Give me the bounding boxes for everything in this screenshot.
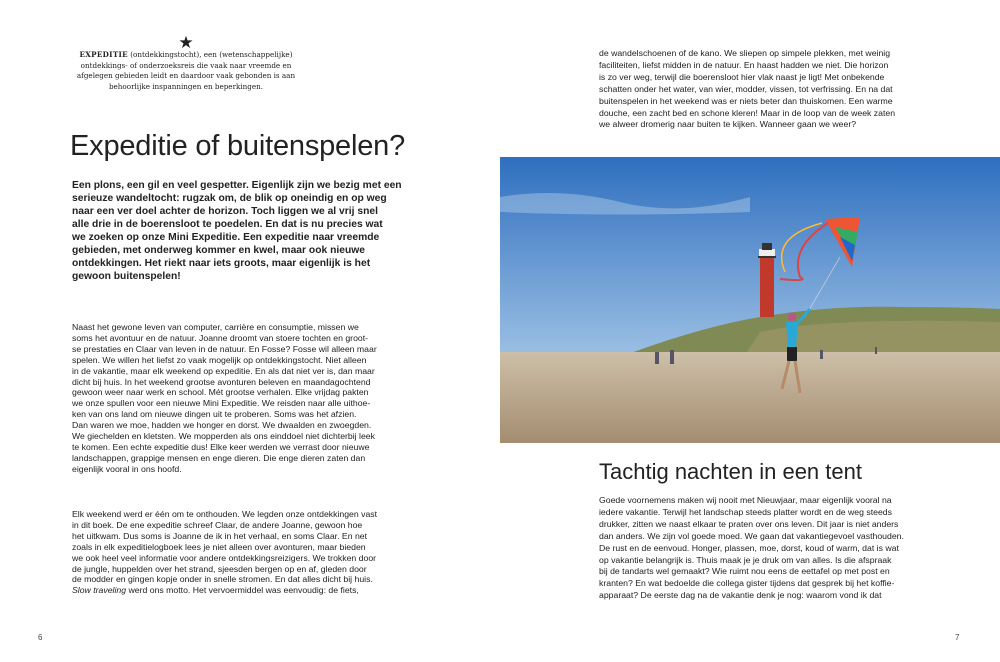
text-line: te komen. Een echte expeditie dus! Elke keer werden we verrast door nieuwe [72, 441, 370, 452]
definition-box [62, 33, 310, 92]
text-line: ken van ons land om nieuwe dingen uit te proberen. Soms was het afzien. [72, 409, 357, 420]
text-line: we onze spullen voor een nieuwe Mini Expeditie. We reisden naar alle uithoe- [72, 398, 371, 409]
page-number-left: 6 [38, 633, 43, 642]
text-line: dan anders. We zijn vol goede moed. We gaan dat vakantiegevoel vasthouden. [599, 530, 904, 541]
text-line: We giechelden en kletsten. We mopperden als ons einddoel niet dichterbij leek [72, 431, 375, 442]
text-line: zoals in elk expeditielogboek lees je niet alleen over avonturen, maar bieden [72, 541, 366, 552]
text-line: Elk weekend werd er één om te onthouden. We legden onze ontdekkingen vast [72, 509, 378, 519]
definition-line: afgelegen gebieden leidt en daardoor vaak gebonden is aan [76, 71, 296, 81]
beach-kite-photo [500, 157, 1000, 443]
text-line: gewoon weer naar werk en school. Mét grootse verhalen. Elke vrijdag pakten [72, 387, 369, 398]
text-line: het uitkwam. Dus soms is Joanne de ik in het verhaal, en soms Claar. En net [72, 530, 368, 541]
text-line: alle drie in de boerensloot te poedelen. En dat is nu precies wat [72, 219, 383, 230]
text-line: serieuze wandeltocht: rugzak om, de blik op oneindig en op weg [72, 193, 387, 204]
body-paragraph [599, 495, 904, 602]
body-line: werd ons motto. Het vervoermiddel was eenvoudig: de fiets, [126, 585, 359, 596]
body-paragraph [72, 322, 377, 475]
text-line: kranten? En wat bedoelde die collega gister tijdens dat gesprek bij het koffie- [599, 578, 895, 589]
text-line: iedere vakantie. Terwijl het landschap steeds platter wordt en de weg steeds [599, 506, 892, 517]
text-line: bij de tandarts wel gemaakt? Wie ruimt nou eens de eettafel op met post en [599, 566, 890, 577]
text-line: drukker, zitten we naast elkaar te praten over ons leven. Dit jaar is niet anders [599, 518, 899, 529]
text-line: spelen. We willen het liefst zo vaak mogelijk op ontdekkingstocht. Niet alleen [72, 354, 367, 365]
text-line: Goede voornemens maken wij nooit met Nieuwjaar, maar eigenlijk vooral na [599, 495, 892, 505]
text-line: we zoeken op onze Mini Expeditie. Een expeditie naar vreemde [72, 232, 380, 243]
text-line: schatten onder het water, van wier, modder, vissen, tot verfrissing. En na dat [599, 83, 893, 94]
text-line: Een plons, een gil en veel gespetter. Eigenlijk zijn we bezig met een [72, 180, 402, 191]
star-icon: ★ [178, 33, 194, 53]
beach [500, 352, 1000, 443]
definition-text: (ontdekkingstocht), een (wetenschappelijke) [127, 50, 293, 59]
page-number-right: 7 [955, 633, 960, 642]
text-line: naar een ver doel achter de horizon. Toch liggen we al vrij snel [72, 206, 378, 217]
text-line: apparaat? De eerste dag na de vakantie denk je nog: waarom vond ik dat [599, 590, 882, 601]
text-line: Naast het gewone leven van computer, carrière en consumptie, missen we [72, 322, 359, 332]
text-line: Dan waren we moe, hadden we honger en dorst. We dwaalden en zwoegden. [72, 420, 372, 431]
text-line: eigenlijk vooral in ons hoofd. [72, 463, 182, 474]
text-line: de modder en gingen kopje onder in snelle stromen. En dat alles dicht bij huis. [72, 574, 373, 585]
text-line: dicht bij huis. In het weekend grootse avonturen beleven en maandagochtend [72, 376, 371, 387]
body-paragraph [599, 48, 895, 131]
text-line: De rust en de eenvoud. Honger, plassen, moe, dorst, koud of warm, dat is wat [599, 542, 899, 553]
section-title: Tachtig nachten in een tent [599, 459, 862, 484]
intro-paragraph [72, 179, 402, 283]
text-line: se prestaties en Claar van leven in de natuur. En Fosse? Fosse wil alleen maar [72, 343, 377, 354]
text-line: op vakantie belangrijk is. Thuis maak je je druk om van alles. Is die afspraak [599, 554, 892, 565]
text-line: soms het avontuur en de natuur. Joanne droomt van stoere tochten en groot- [72, 332, 369, 343]
definition-line: behoorlijke inspanningen en beperkingen. [108, 81, 264, 91]
lighthouse [758, 243, 776, 317]
text-line: ontdekkingen. Het riekt naar iets groots, maar eigenlijk is het [72, 258, 371, 269]
text-line: buitenspelen in het weekend was er niets beter dan thuiskomen. Een warme [599, 95, 893, 106]
body-paragraph [72, 509, 377, 596]
text-line: landschappen, grappige mensen en enge dieren. Die enge dieren zaten dan [72, 452, 366, 463]
text-line: de jungle, huppelden over het strand, sjeesden bergen op en af, gleden door [72, 563, 367, 574]
text-line: we alweer dromerig naar buiten te kijken. Wanneer gaan we weer? [599, 119, 857, 130]
definition-term: EXPEDITIE [79, 50, 128, 59]
text-line: douche, een zacht bed en schone kleren! Maar in de loop van de week zaten [599, 107, 896, 118]
text-line: gewoon buitenspelen! [72, 271, 181, 282]
chapter-title: Expeditie of buitenspelen? [70, 130, 405, 162]
text-line: de wandelschoenen of de kano. We sliepen op simpele plekken, met weinig [599, 48, 891, 58]
text-line: faciliteiten, liefst midden in de natuur. En haast hadden we niet. Die horizon [599, 59, 889, 70]
definition-line: ontdekkings- of onderzoeksreis die vaak naar vreemde en [80, 60, 292, 70]
text-line: gebieden, met onderweg kommer en kwel, maar ook nieuwe [72, 245, 365, 256]
text-line: we ook heel veel informatie voor andere ontdekkingsreizigers. We trokken door [72, 552, 377, 563]
text-line: in dit boek. De ene expeditie schreef Claar, de andere Joanne, gewoon hoe [72, 519, 363, 530]
text-line: is zo ver weg, terwijl die boerensloot hier vlak naast je ligt! Met onbekende [599, 71, 885, 82]
italic-phrase: Slow traveling [72, 585, 127, 596]
text-line: in de vakantie, maar elk weekend op expeditie. En als dat niet ver is, dan maar [72, 365, 375, 376]
